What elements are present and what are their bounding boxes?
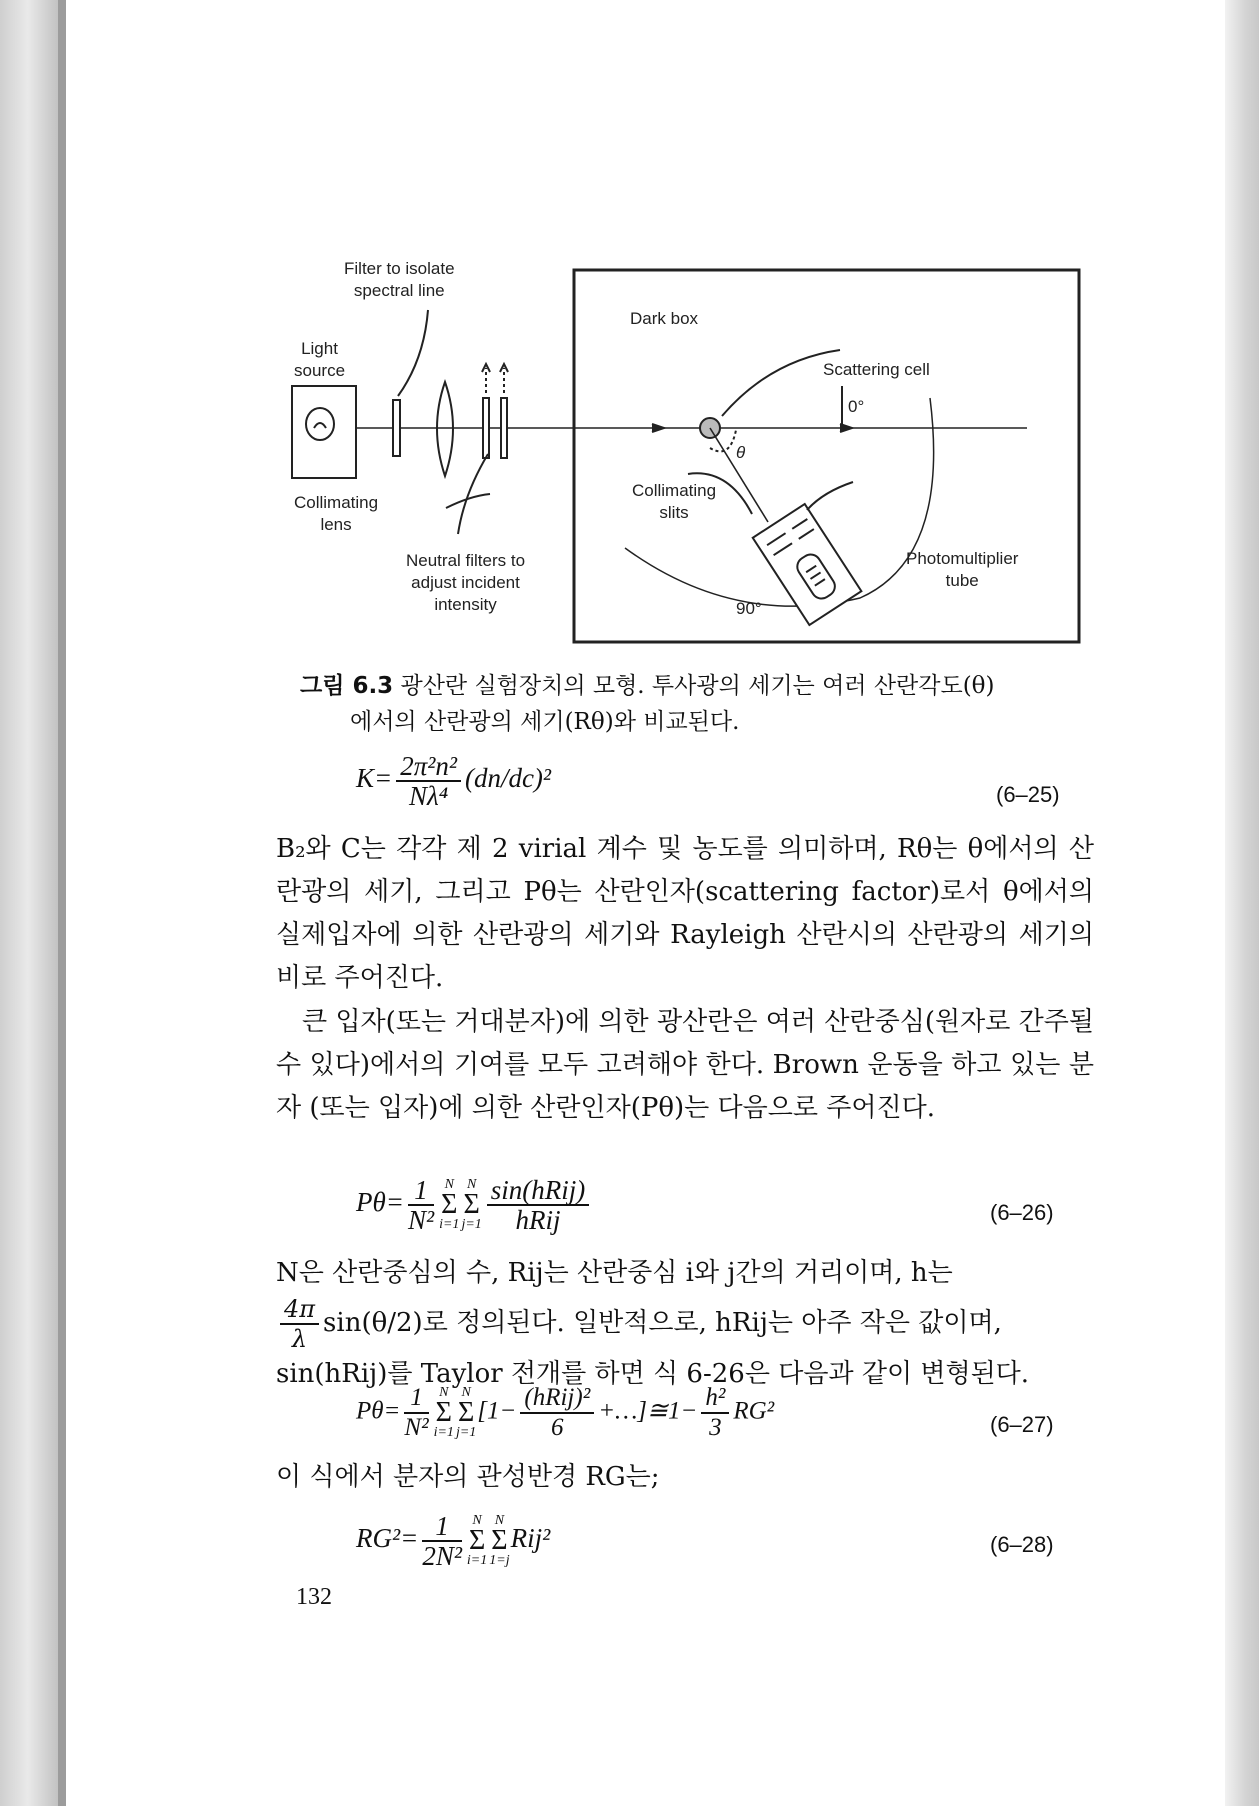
label-ninety-degree: 90° [736,599,762,618]
label-photomultiplier: Photomultiplier tube [906,549,1019,590]
label-filter: Filter to isolate spectral line [344,259,455,300]
paragraph-large-particles [276,1001,1094,1130]
equation-number-6-26: (6–26) [990,1200,1054,1225]
eq27-numerator-2: (hRij)² [520,1384,594,1414]
eq27-sum-j: N Σ j=1 [455,1385,477,1440]
equation-6-26 [356,1176,593,1234]
paragraph-2-text: 큰 입자(또는 거대분자)에 의한 광산란은 여러 산란중심(원자로 간주될 수 있다)에서의 기여를 모두 고려해야 한다. Brown 운동을 하고 있는 분자 (또는 입자)에 의한 산란인자(Pθ)는 다음으로 주어진다. [276,1007,1094,1123]
label-neutral-filters: Neutral filters to adjust incident intensity [406,551,526,614]
eq26-sum-i: N Σ i=1 [439,1177,460,1232]
label-collimating-slits: Collimating slits [632,481,717,522]
label-theta: θ [736,443,746,462]
eq26-lhs: Pθ= [356,1187,404,1218]
label-collimating-lens: Collimating lens [294,493,379,534]
paragraph-1-text: B₂와 C는 각각 제 2 virial 계수 및 농도를 의미하며, Rθ는 θ에서의 산란광의 세기, 그리고 Pθ는 산란인자(scattering factor)로서 θ에서의 실제입자에 의한 산란광의 세기와 Rayleigh 산란시의 산란광의 세기의 비로 주어진다. [276,834,1094,993]
eq27-tail: RG² [733,1397,775,1425]
eq25-rest: (dn/dc)² [464,763,552,794]
eq27-numerator: 1 [404,1384,428,1414]
caption-label: 그림 6.3 [300,673,394,699]
equation-number-6-25: (6–25) [996,782,1060,807]
eq26-denominator: N² [407,1205,435,1235]
eq27-denominator-3: 3 [709,1414,722,1441]
eq25-denominator: Nλ⁴ [409,781,449,811]
equation-number-6-28: (6–28) [990,1532,1054,1557]
filter-slab [393,400,400,456]
paragraph-4-text: 이 식에서 분자의 관성반경 RG는; [276,1462,660,1492]
paragraph-3-line-c: sin(hRij)를 Taylor 전개를 하면 식 6-26은 다음과 같이 변형된다. [276,1359,1030,1389]
eq27-bracket-open: [1− [477,1397,517,1425]
eq27-sum-i: N Σ i=1 [433,1385,454,1440]
caption-line-1: 광산란 실험장치의 모형. 투사광의 세기는 여러 산란각도(θ) [400,673,995,699]
paragraph-scattering-centers [276,1252,1094,1396]
light-source-box [292,386,356,478]
eq26-numerator-2: sin(hRij) [487,1176,590,1206]
eq28-lhs: RG²= [356,1523,419,1554]
eq27-bracket-close: +…]≅1− [598,1397,698,1425]
p3-fraction-numerator: 4π [280,1295,319,1325]
eq26-denominator-2: hRij [515,1205,561,1235]
paragraph-radius-of-gyration [276,1456,1094,1499]
figure-caption [300,668,1100,740]
label-light-source: Light source [294,339,346,380]
p3-fraction-denominator: λ [291,1325,308,1353]
book-right-edge [1225,0,1259,1806]
paragraph-3-line-b [276,1295,1094,1353]
equation-6-27 [356,1384,774,1442]
eq28-sum-j: N Σ 1=j [489,1513,510,1568]
eq25-numerator: 2π²n² [396,752,461,782]
eq28-numerator: 1 [422,1512,462,1542]
eq28-denominator: 2N² [422,1541,462,1571]
eq25-lhs: K= [356,763,393,794]
eq26-numerator: 1 [408,1176,434,1206]
eq27-denominator-2: 6 [551,1414,564,1441]
eq27-denominator: N² [404,1414,429,1441]
book-spine-shadow [58,0,66,1806]
collimating-lens [437,382,453,476]
light-scattering-apparatus-figure [280,260,1100,660]
eq28-sum-i: N Σ i=1 [466,1513,488,1568]
paragraph-3-line-a: N은 산란중심의 수, Rij는 산란중심 i와 j간의 거리이며, h는 [276,1258,953,1288]
paragraph-3-line-b-text: sin(θ/2)로 정의된다. 일반적으로, hRij는 아주 작은 값이며, [323,1308,1002,1338]
equation-6-28 [356,1512,550,1570]
label-scattering-cell: Scattering cell [823,360,930,379]
label-zero-degree: 0° [848,397,865,416]
book-left-edge [0,0,62,1806]
caption-line-2: 에서의 산란광의 세기(Rθ)와 비교된다. [350,709,740,735]
eq27-lhs: Pθ= [356,1397,401,1425]
paragraph-virial [276,828,1094,1000]
eq26-sum-j: N Σ j=1 [461,1177,482,1232]
equation-6-25 [356,752,551,810]
photomultiplier-tube [753,504,862,625]
label-dark-box: Dark box [630,309,699,328]
eq27-numerator-3: h² [701,1384,729,1414]
page-number: 132 [296,1584,332,1610]
equation-number-6-27: (6–27) [990,1412,1054,1437]
eq28-tail: Rij² [510,1523,551,1554]
